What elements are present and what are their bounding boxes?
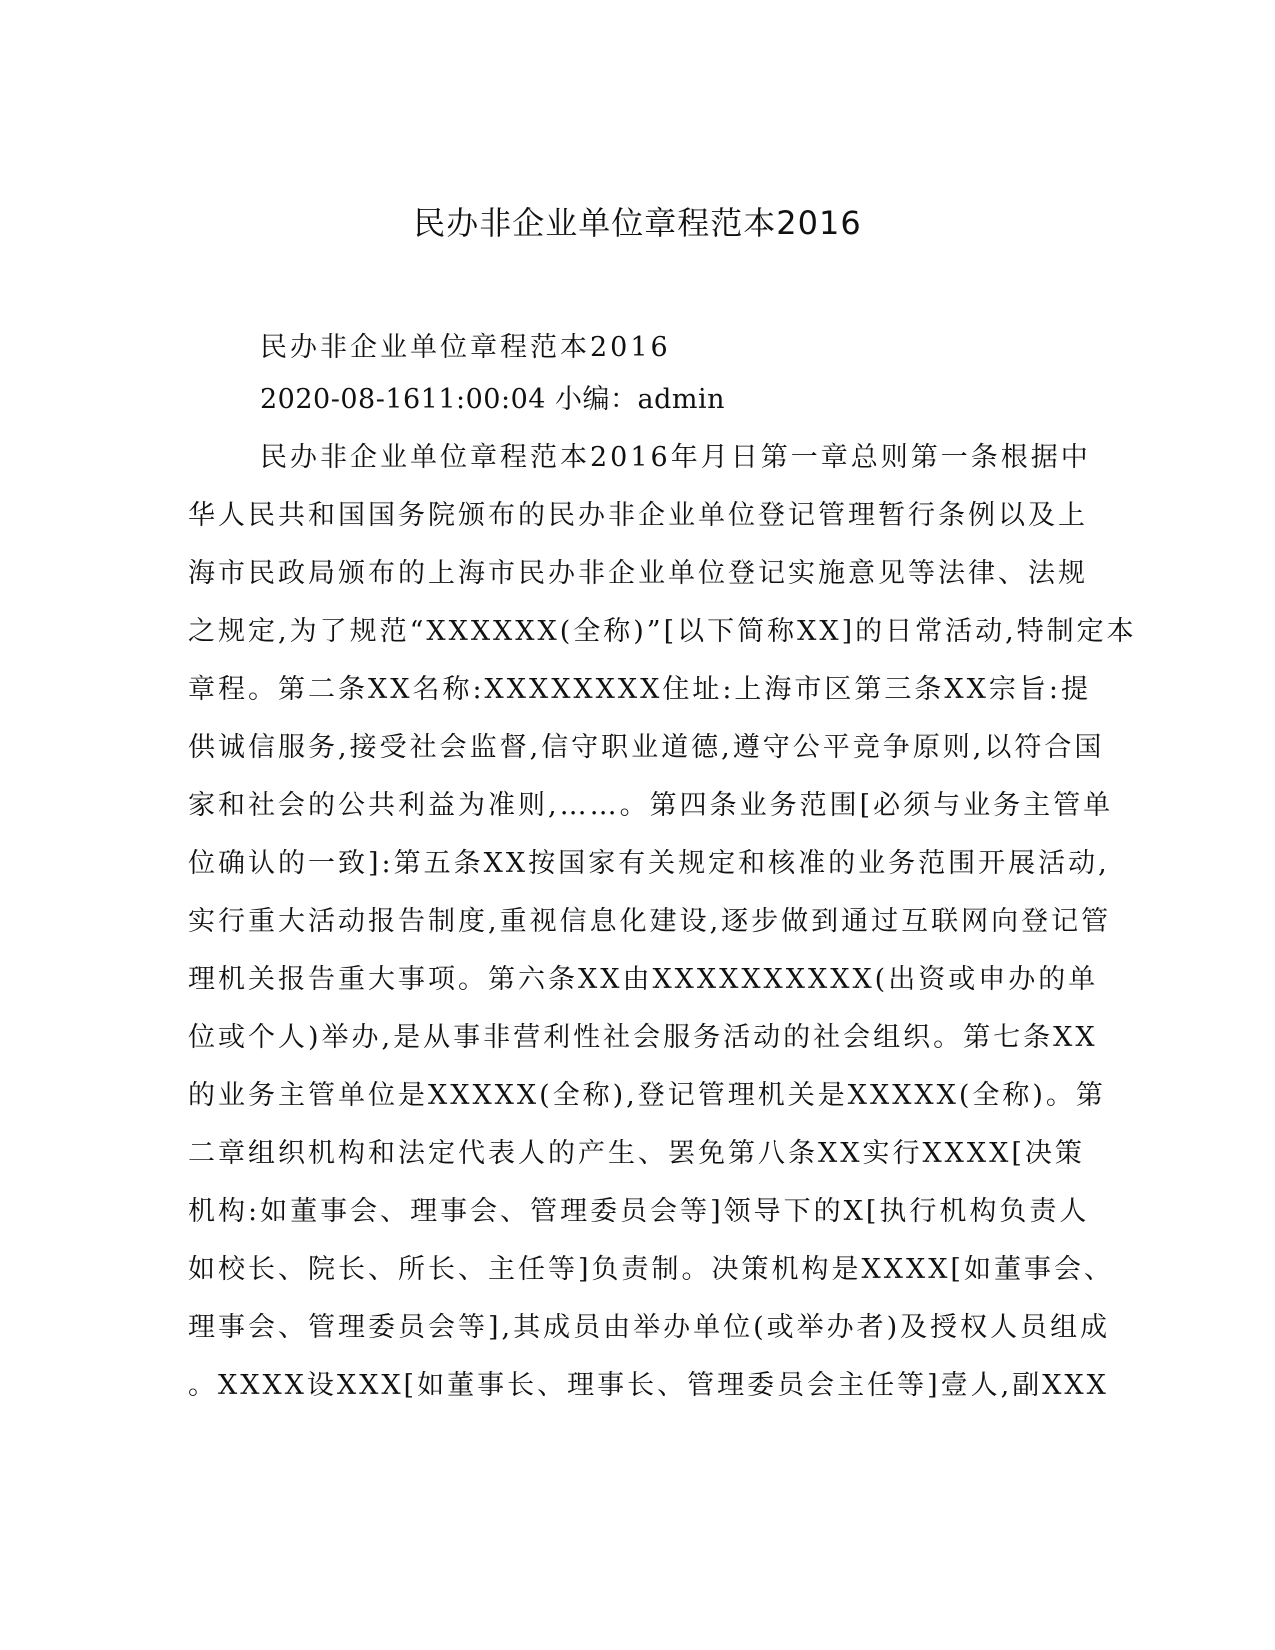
body-line: 之规定,为了规范“XXXXXX(全称)”[以下简称XX]的日常活动,特制定本 (188, 616, 1137, 647)
body-line: 章程。第二条XX名称:XXXXXXXX住址:上海市区第三条XX宗旨:提 (188, 674, 1091, 705)
body-line: 的业务主管单位是XXXXX(全称),登记管理机关是XXXXX(全称)。第 (188, 1080, 1106, 1111)
body-line: 家和社会的公共利益为准则,……。第四条业务范围[必须与业务主管单 (188, 790, 1114, 821)
body-line: 机构:如董事会、理事会、管理委员会等]领导下的X[执行机构负责人 (188, 1196, 1090, 1227)
body-line: 供诚信服务,接受社会监督,信守职业道德,遵守公平竞争原则,以符合国 (188, 732, 1105, 763)
document-meta: 2020-08-1611:00:04 小编：admin (260, 384, 726, 415)
body-line: 如校长、院长、所长、主任等]负责制。决策机构是XXXX[如董事会、 (188, 1254, 1114, 1285)
body-line: 华人民共和国国务院颁布的民办非企业单位登记管理暂行条例以及上 (188, 500, 1088, 531)
document-title: 民办非企业单位章程范本2016 (413, 204, 862, 242)
body-line: 。XXXX设XXX[如董事长、理事长、管理委员会主任等]壹人,副XXX (188, 1370, 1109, 1401)
body-line: 实行重大活动报告制度,重视信息化建设,逐步做到通过互联网向登记管 (188, 906, 1112, 937)
body-line: 二章组织机构和法定代表人的产生、罢免第八条XX实行XXXX[决策 (188, 1138, 1085, 1169)
body-line: 理机关报告重大事项。第六条XX由XXXXXXXXXX(出资或申办的单 (188, 964, 1099, 995)
body-line: 海市民政局颁布的上海市民办非企业单位登记实施意见等法律、法规 (188, 558, 1088, 589)
body-line: 位或个人)举办,是从事非营利性社会服务活动的社会组织。第七条XX (188, 1022, 1098, 1053)
document-subtitle: 民办非企业单位章程范本2016 (260, 332, 671, 363)
body-line: 民办非企业单位章程范本2016年月日第一章总则第一条根据中 (260, 442, 1091, 473)
body-line: 理事会、管理委员会等],其成员由举办单位(或举办者)及授权人员组成 (188, 1312, 1111, 1343)
body-line: 位确认的一致]:第五条XX按国家有关规定和核准的业务范围开展活动, (188, 848, 1110, 879)
